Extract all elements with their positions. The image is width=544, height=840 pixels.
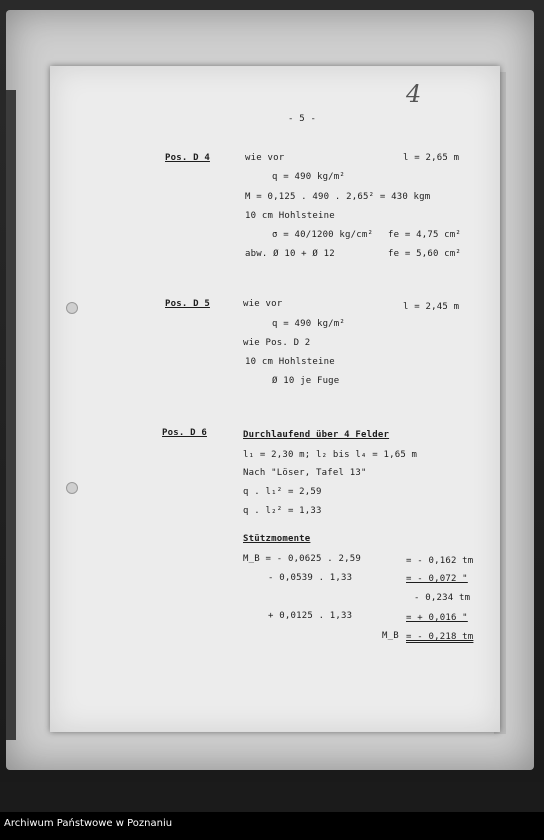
film-edge-band xyxy=(0,782,544,812)
d6-line-3: Nach "Löser, Tafel 13" xyxy=(243,468,367,478)
d4-line-6: abw. Ø 10 + Ø 12 xyxy=(245,249,335,259)
d6-line-7: M_B = - 0,0625 . 2,59 xyxy=(243,554,361,564)
d6-line-8: - 0,0539 . 1,33 xyxy=(268,573,353,583)
d6-line-10: + 0,0125 . 1,33 xyxy=(268,611,353,621)
d5-line-2: q = 490 kg/m² xyxy=(272,319,346,329)
d5-line-5: Ø 10 je Fuge xyxy=(272,376,340,386)
handwritten-page-number: 4 xyxy=(406,80,422,108)
d6-line-5: q . l₂² = 1,33 xyxy=(243,506,322,516)
d5-line-1: wie vor xyxy=(243,299,283,309)
section-label-d5: Pos. D 5 xyxy=(165,299,210,309)
d6-heading: Durchlaufend über 4 Felder xyxy=(243,430,390,440)
punch-hole-bottom xyxy=(66,482,78,494)
d6-line-2: l₁ = 2,30 m; l₂ bis l₄ = 1,65 m xyxy=(243,450,418,460)
binding-strip xyxy=(6,90,16,740)
section-label-d4: Pos. D 4 xyxy=(165,153,210,163)
d6-line-8-result: = - 0,072 " xyxy=(406,574,468,584)
section-label-d6: Pos. D 6 xyxy=(162,428,207,438)
d4-line-2: q = 490 kg/m² xyxy=(272,172,346,182)
archive-label: Archiwum Państwowe w Poznaniu xyxy=(4,818,173,829)
d4-line-3: M = 0,125 . 490 . 2,65² = 430 kgm xyxy=(245,192,431,202)
d6-line-4: q . l₁² = 2,59 xyxy=(243,487,322,497)
d6-subheading-stuetzmomente: Stützmomente xyxy=(243,534,311,544)
d4-line-4: 10 cm Hohlsteine xyxy=(245,211,335,221)
d4-line-5: σ = 40/1200 kg/cm² xyxy=(272,230,374,240)
d4-line-1-value: l = 2,65 m xyxy=(403,153,460,163)
d5-line-4: 10 cm Hohlsteine xyxy=(245,357,335,367)
d4-line-6-value: fe = 5,60 cm² xyxy=(388,249,462,259)
d5-line-3: wie Pos. D 2 xyxy=(243,338,311,348)
punch-hole-top xyxy=(66,302,78,314)
d6-line-11-label: M_B xyxy=(382,631,399,641)
archive-footer xyxy=(0,812,544,840)
d6-line-7-result: = - 0,162 tm xyxy=(406,556,474,566)
d4-line-1: wie vor xyxy=(245,153,285,163)
d5-line-1-value: l = 2,45 m xyxy=(403,302,460,312)
d6-line-11-result: = - 0,218 tm xyxy=(406,632,474,642)
d6-line-9-subtotal: - 0,234 tm xyxy=(414,593,471,603)
document-page xyxy=(50,66,500,732)
d6-line-10-result: = + 0,016 " xyxy=(406,613,468,623)
page-number: - 5 - xyxy=(288,114,317,124)
d4-line-5-value: fe = 4,75 cm² xyxy=(388,230,462,240)
